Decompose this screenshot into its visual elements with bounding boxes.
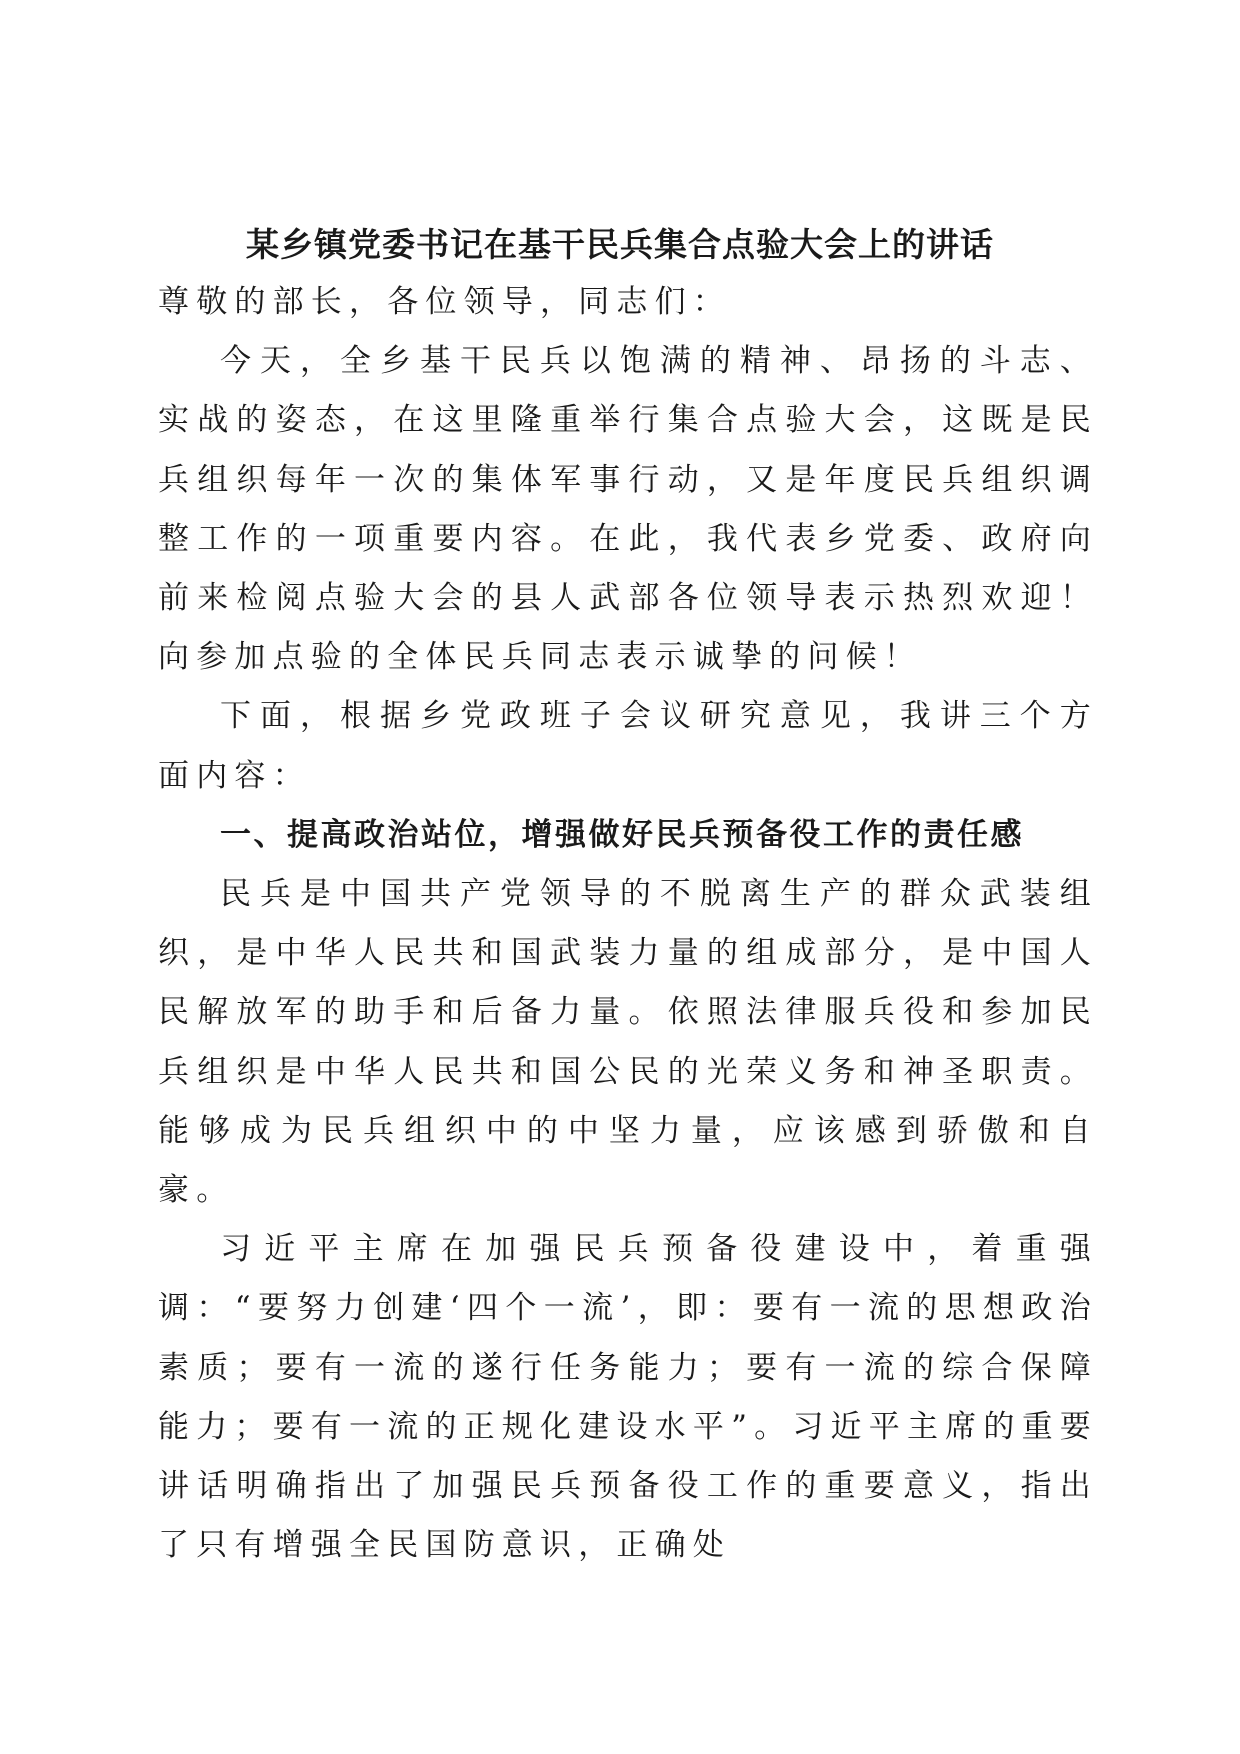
section-heading-1: 一、提高政治站位，增强做好民兵预备役工作的责任感 — [220, 816, 1024, 853]
paragraph-four-first-class: 习近平主席在加强民兵预备役建设中，着重强调：“要努力创建‘四个一流’，即：要有一流的思想政治素质；要有一流的遂行任务能力；要有一流的综合保障能力；要有一流的正规化建设水平”。习近平主席的重要讲话明确指出了加强民兵预备役工作的重要意义，指出了只有增强全民国防意识，正确处 — [158, 1231, 1098, 1564]
salutation: 尊敬的部长，各位领导，同志们： — [158, 284, 731, 320]
document-body — [158, 273, 1098, 1575]
document-title: 某乡镇党委书记在基干民兵集合点验大会上的讲话 — [246, 225, 994, 264]
paragraph-welcome: 今天，全乡基干民兵以饱满的精神、昂扬的斗志、实战的姿态，在这里隆重举行集合点验大会，这既是民兵组织每年一次的集体军事行动，又是年度民兵组织调整工作的一项重要内容。在此，我代表乡党委、政府向前来检阅点验大会的县人武部各位领导表示热烈欢迎！向参加点验的全体民兵同志表示诚挚的问候！ — [158, 343, 1098, 676]
paragraph-militia-definition: 民兵是中国共产党领导的不脱离生产的群众武装组织，是中华人民共和国武装力量的组成部分，是中国人民解放军的助手和后备力量。依照法律服兵役和参加民兵组织是中华人民共和国公民的光荣义务和神圣职责。能够成为民兵组织中的中坚力量，应该感到骄傲和自豪。 — [158, 876, 1098, 1209]
paragraph-outline: 下面，根据乡党政班子会议研究意见，我讲三个方面内容： — [158, 698, 1098, 794]
